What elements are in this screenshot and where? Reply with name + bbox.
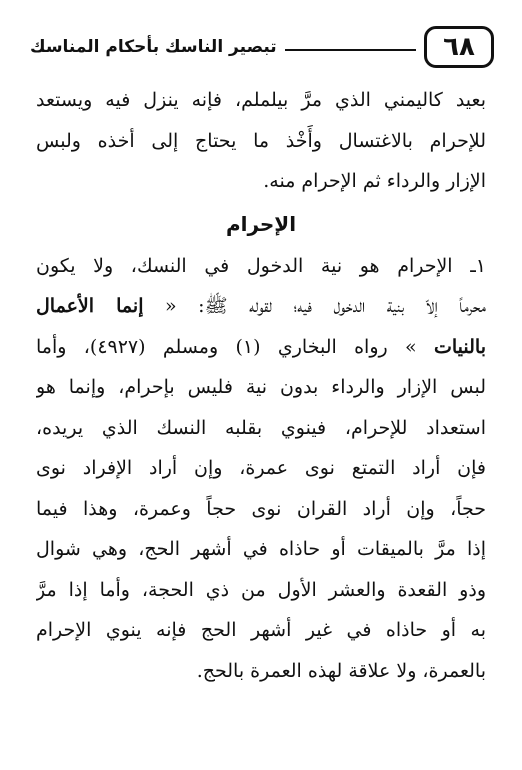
text-line: للإحرام بالاغتسال وأَخْذ ما يحتاج إلى أخذه ولبس <box>36 129 486 152</box>
text-segment: » رواه البخاري (١) ومسلم (٤٩٢٧)، وأما <box>36 335 434 358</box>
running-title: تبصير الناسك بأحكام المناسك <box>30 37 277 57</box>
text-line: فإن أراد التمتع نوى عمرة، وإن أراد الإفراد نوى <box>36 457 486 479</box>
page-body <box>36 80 486 691</box>
page-header <box>30 22 494 72</box>
text-line <box>36 327 486 368</box>
page-number: ٦٨ <box>424 26 494 68</box>
section-heading: الإحرام <box>225 211 297 236</box>
text-segment: محرماً إلاّ بنية الدخول فيه؛ لقوله ﷺ: « <box>143 295 486 317</box>
text-line: بالعمرة، ولا علاقة لهذه العمرة بالحج. <box>196 659 486 682</box>
header-rule <box>285 49 416 51</box>
text-line: حجاً، وإن أراد القران نوى حجاً وعمرة، وهذا فيما <box>36 497 486 520</box>
text-line: به أو حاذاه في غير أشهر الحج فإنه ينوي الإحرام <box>36 619 486 641</box>
hadith-quote: بالنيات <box>433 335 486 358</box>
text-line: وذو القعدة والعشر الأول من ذي الحجة، وأما إذا مرَّ <box>36 578 486 601</box>
text-line: إذا مرَّ بالميقات أو حاذاه في أشهر الحج، وهي شوال <box>36 538 486 560</box>
text-line: استعداد للإحرام، فينوي بقلبه النسك الذي يريده، <box>36 416 486 439</box>
text-line: لبس الإزار والرداء بدون نية فليس بإحرام، وإنما هو <box>36 376 486 398</box>
text-line: الإزار والرداء ثم الإحرام منه. <box>263 170 486 192</box>
text-line: بعيد كاليمني الذي مرَّ بيلملم، فإنه ينزل فيه ويستعد <box>36 89 486 111</box>
text-line <box>36 286 486 327</box>
hadith-quote: إنما الأعمال <box>36 295 144 317</box>
text-line: ١ـ الإحرام هو نية الدخول في النسك، ولا يكون <box>36 254 486 277</box>
